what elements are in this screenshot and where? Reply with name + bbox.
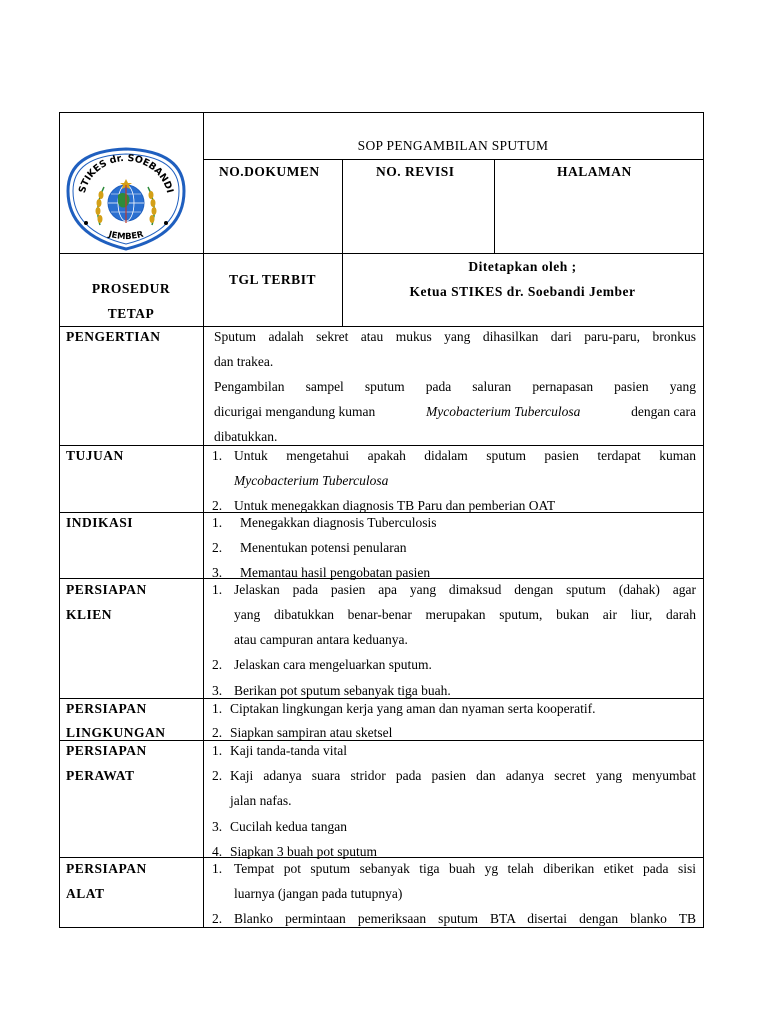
halaman-header: HALAMAN bbox=[557, 164, 632, 179]
logo-bottom-text: JEMBER bbox=[107, 229, 145, 243]
klien-item1-line1: Jelaskan pada pasien apa yang dimaksud dengan sputum (dahak) agar bbox=[234, 582, 696, 597]
klien-item1-number: 1. bbox=[212, 582, 223, 597]
pengertian-p1-line1: Sputum adalah sekret atau mukus yang dihasilkan dari paru-paru, bronkus bbox=[214, 329, 696, 344]
lingkungan-item2-number: 2. bbox=[212, 725, 223, 740]
header-col-divider-1 bbox=[342, 159, 343, 326]
perawat-item4-line1: Siapkan 3 buah pot sputum bbox=[230, 844, 377, 859]
section-label-klien-line1: PERSIAPAN bbox=[66, 582, 147, 597]
column-divider bbox=[203, 112, 204, 928]
klien-item1-line2: yang dibatukkan benar-benar merupakan sputum, bukan air liur, darah bbox=[234, 607, 696, 622]
pengertian-p2-line2-b: Mycobacterium Tuberculosa bbox=[426, 404, 581, 419]
section-label-alat-line1: PERSIAPAN bbox=[66, 861, 147, 876]
tujuan-item2-line1: Untuk menegakkan diagnosis TB Paru dan pemberian OAT bbox=[234, 498, 556, 513]
header-row-divider bbox=[59, 253, 703, 254]
perawat-item2-line2: jalan nafas. bbox=[230, 793, 292, 808]
tujuan-item1-number: 1. bbox=[212, 448, 223, 463]
title-row-divider bbox=[203, 159, 703, 160]
indikasi-item2-text: Menentukan potensi penularan bbox=[240, 540, 407, 555]
perawat-item2-line1: Kaji adanya suara stridor pada pasien dan adanya secret yang menyumbat bbox=[230, 768, 696, 783]
indikasi-item3-text: Memantau hasil pengobatan pasien bbox=[240, 565, 431, 580]
alat-item1-line1: Tempat pot sputum sebanyak tiga buah yg telah diberikan etiket pada sisi bbox=[234, 861, 696, 876]
stikes-logo bbox=[64, 143, 188, 253]
perawat-item3-line1: Cucilah kedua tangan bbox=[230, 819, 347, 834]
table-top-border bbox=[59, 112, 703, 113]
lingkungan-item1-number: 1. bbox=[212, 701, 223, 716]
klien-item2-number: 2. bbox=[212, 657, 223, 672]
perawat-item2-number: 2. bbox=[212, 768, 223, 783]
klien-item1-line3: atau campuran antara keduanya. bbox=[234, 632, 408, 647]
tujuan-item2-number: 2. bbox=[212, 498, 223, 513]
table-right-border bbox=[703, 112, 704, 928]
klien-item2-line1: Jelaskan cara mengeluarkan sputum. bbox=[234, 657, 432, 672]
pengertian-p2-line3: dibatukkan. bbox=[214, 429, 278, 444]
section-label-klien-line2: KLIEN bbox=[66, 607, 113, 622]
section-label-perawat-line2: PERAWAT bbox=[66, 768, 135, 783]
table-left-border bbox=[59, 112, 60, 928]
section-label-perawat-line1: PERSIAPAN bbox=[66, 743, 147, 758]
perawat-item1-line1: Kaji tanda-tanda vital bbox=[230, 743, 347, 758]
tujuan-item1-line2: Mycobacterium Tuberculosa bbox=[234, 473, 389, 488]
indikasi-item3-number: 3. bbox=[212, 565, 223, 580]
pengertian-p2-line2 bbox=[214, 399, 696, 424]
pengertian-p1-line2: dan trakea. bbox=[214, 354, 274, 369]
document-title: SOP PENGAMBILAN SPUTUM bbox=[357, 138, 549, 153]
alat-item1-number: 1. bbox=[212, 861, 223, 876]
section-label-indikasi: INDIKASI bbox=[66, 515, 134, 530]
header-col-divider-2 bbox=[494, 159, 495, 254]
indikasi-item2-number: 2. bbox=[212, 540, 223, 555]
logo-top-text: STIKES dr. SOEBANDI bbox=[76, 152, 176, 195]
alat-item2-number: 2. bbox=[212, 911, 223, 926]
no-dokumen-header: NO.DOKUMEN bbox=[219, 164, 320, 179]
lingkungan-item1-text: Ciptakan lingkungan kerja yang aman dan nyaman serta kooperatif. bbox=[230, 701, 596, 716]
pengertian-p2-line2-a: dicurigai mengandung kuman bbox=[214, 404, 379, 419]
indikasi-item1-text: Menegakkan diagnosis Tuberculosis bbox=[240, 515, 437, 530]
tujuan-item1-line1: Untuk mengetahui apakah didalam sputum pasien terdapat kuman bbox=[234, 448, 696, 463]
perawat-item3-number: 3. bbox=[212, 819, 223, 834]
section-label-pengertian: PENGERTIAN bbox=[66, 329, 161, 344]
section-label-lingkungan-line1: PERSIAPAN bbox=[66, 701, 147, 716]
pengertian-p2-line1: Pengambilan sampel sputum pada saluran pernapasan pasien yang bbox=[214, 379, 696, 394]
klien-item3-line1: Berikan pot sputum sebanyak tiga buah. bbox=[234, 683, 451, 698]
stikes-logo-graphic bbox=[64, 143, 188, 253]
ditetapkan-label: Ditetapkan oleh ; bbox=[468, 259, 577, 274]
indikasi-item1-number: 1. bbox=[212, 515, 223, 530]
perawat-item4-number: 4. bbox=[212, 844, 223, 859]
prosedur-label-line1: PROSEDUR bbox=[91, 281, 171, 296]
ketua-label: Ketua STIKES dr. Soebandi Jember bbox=[409, 284, 636, 299]
section-label-tujuan: TUJUAN bbox=[66, 448, 124, 463]
alat-item1-line2: luarnya (jangan pada tutupnya) bbox=[234, 886, 403, 901]
klien-item3-number: 3. bbox=[212, 683, 223, 698]
tgl-terbit-label: TGL TERBIT bbox=[229, 272, 316, 287]
no-revisi-header: NO. REVISI bbox=[376, 164, 455, 179]
section-label-lingkungan-line2: LINGKUNGAN bbox=[66, 725, 166, 740]
alat-item2-line1: Blanko permintaan pemeriksaan sputum BTA disertai dengan blanko TB bbox=[234, 911, 696, 926]
prosedur-label-line2: TETAP bbox=[107, 306, 155, 321]
perawat-item1-number: 1. bbox=[212, 743, 223, 758]
lingkungan-item2-text: Siapkan sampiran atau sketsel bbox=[230, 725, 393, 740]
pengertian-p2-line2-c: dengan cara bbox=[627, 404, 696, 419]
section-label-alat-line2: ALAT bbox=[66, 886, 105, 901]
